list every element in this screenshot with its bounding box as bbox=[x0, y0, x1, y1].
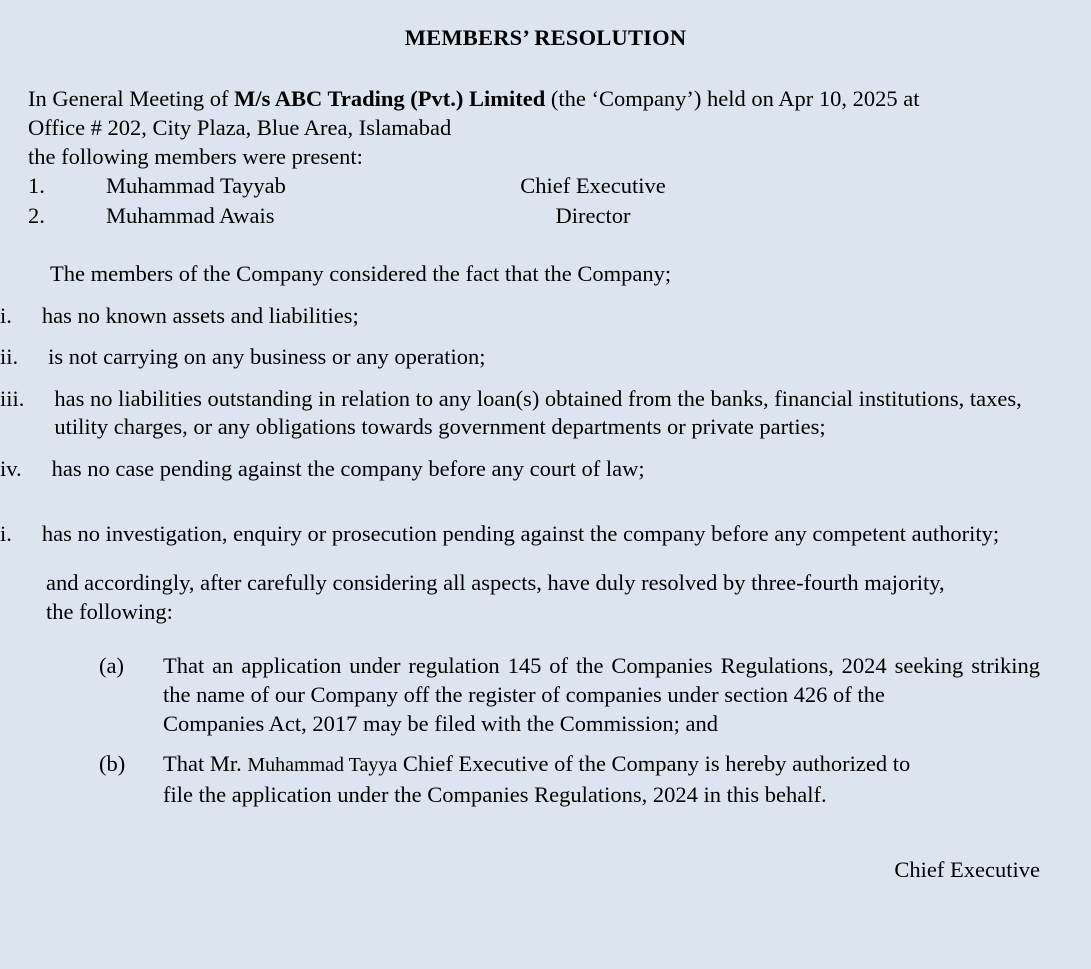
list-item bbox=[0, 651, 1091, 738]
present-members-line: the following members were present: bbox=[28, 143, 363, 169]
list-item bbox=[0, 302, 1091, 331]
preamble-last-line: the following: bbox=[46, 598, 173, 624]
clause-body: That an application under regulation 145 of the Companies Regulations, 2024 seeking striking the name of our Company off the register of companies under section 426 of the bbox=[163, 652, 1040, 707]
member-number: 2. bbox=[28, 202, 45, 228]
member-role: Chief Executive bbox=[520, 172, 666, 198]
resolution-clauses bbox=[0, 651, 1091, 809]
clause-last-line: Companies Act, 2017 may be filed with the Commission; and bbox=[163, 710, 718, 736]
clause-marker: (a) bbox=[99, 652, 124, 678]
clause-last-line: file the application under the Companies Regulations, 2024 in this behalf. bbox=[163, 781, 827, 807]
resolution-preamble bbox=[0, 568, 1091, 626]
considered-lead-in: The members of the Company considered the fact that the Company; bbox=[50, 260, 672, 286]
company-name: M/s ABC Trading (Pvt.) Limited bbox=[234, 85, 546, 111]
list-item bbox=[0, 455, 1091, 484]
meeting-address: Office # 202, City Plaza, Blue Area, Islamabad bbox=[28, 114, 452, 140]
table-row bbox=[28, 171, 1091, 201]
intro-paragraph bbox=[0, 84, 1091, 142]
member-name: Muhammad Tayyab bbox=[106, 172, 286, 198]
list-text: has no known assets and liabilities; bbox=[41, 302, 359, 328]
list-text: has no liabilities outstanding in relation to any loan(s) obtained from the banks, financial institutions, taxes, utility charges, or any obligations towards government departments or private parties; bbox=[54, 385, 1022, 440]
list-text: has no case pending against the company before any court of law; bbox=[51, 455, 645, 481]
member-name: Muhammad Awais bbox=[106, 202, 275, 228]
clause-body-before-name: That Mr. bbox=[163, 750, 248, 776]
list-marker: ii. bbox=[0, 344, 19, 370]
intro-prefix: In General Meeting of bbox=[28, 85, 235, 111]
list-text: is not carrying on any business or any operation; bbox=[48, 344, 486, 370]
table-row bbox=[28, 201, 1091, 231]
authorized-person-name: Muhammad Tayya bbox=[247, 753, 398, 776]
members-table bbox=[0, 171, 1091, 231]
clause-text bbox=[163, 749, 1091, 809]
list-text: has no investigation, enquiry or prosecution pending against the company before any competent authority; bbox=[41, 521, 1000, 547]
list-item bbox=[0, 749, 1091, 809]
preamble-text: and accordingly, after carefully considering all aspects, have duly resolved by three-fourth majority, bbox=[46, 569, 945, 595]
findings-list bbox=[0, 302, 1091, 549]
list-item bbox=[0, 343, 1091, 372]
list-item bbox=[0, 520, 1091, 549]
member-role: Director bbox=[555, 202, 631, 228]
page-title: MEMBERS’ RESOLUTION bbox=[404, 25, 687, 50]
list-item bbox=[0, 385, 1091, 442]
member-number: 1. bbox=[28, 172, 45, 198]
clause-marker: (b) bbox=[99, 750, 126, 776]
clause-text bbox=[163, 651, 1091, 738]
list-marker: iii. bbox=[0, 385, 25, 411]
intro-suffix: (the ‘Company’) held on Apr 10, 2025 at bbox=[545, 85, 920, 111]
list-marker: i. bbox=[0, 302, 12, 328]
clause-body-after-name: Chief Executive of the Company is hereby authorized to bbox=[397, 750, 911, 776]
signature-designation: Chief Executive bbox=[894, 856, 1040, 882]
list-marker: iv. bbox=[0, 455, 22, 481]
list-marker: i. bbox=[0, 521, 12, 547]
